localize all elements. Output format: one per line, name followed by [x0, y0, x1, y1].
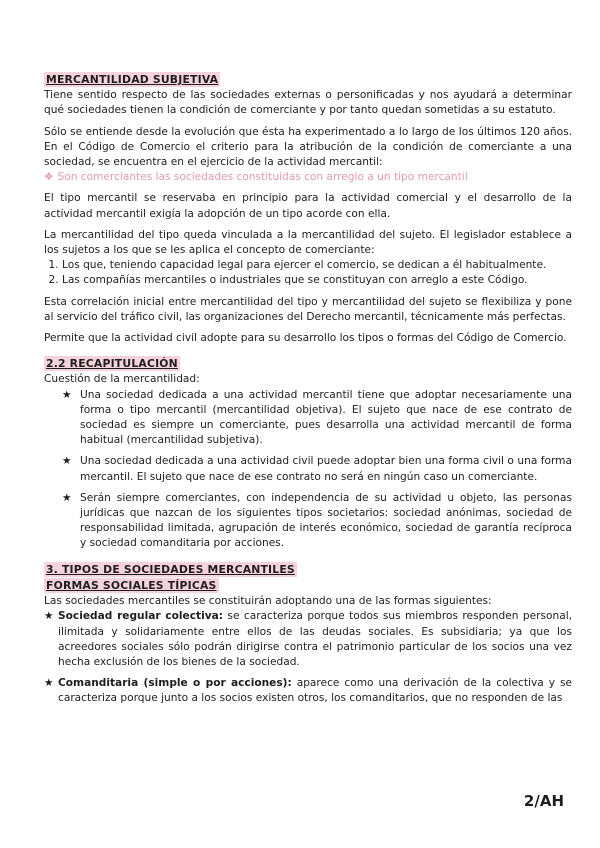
section-heading: MERCANTILIDAD SUBJETIVA: [46, 73, 219, 86]
term: Comanditaria (simple o por acciones):: [58, 677, 292, 690]
page-number: 2/AH: [523, 792, 564, 810]
paragraph: La mercantilidad del tipo queda vinculada a la mercantilidad del sujeto. El legislador establece a los sujetos a los que se les aplica el concepto de comerciante:: [44, 228, 572, 257]
highlighted-quote: [44, 170, 572, 185]
list-item: 2. Las compañías mercantiles o industriales que se constituyan con arreglo a este Código.: [62, 273, 572, 288]
paragraph: Permite que la actividad civil adopte para su desarrollo los tipos o formas del Código de Comercio.: [44, 332, 567, 345]
list-item: ★ Comanditaria (simple o por acciones): aparece como una derivación de la colectiva y se caracteriza porque junto a los socios existen otros, los comanditarios, que no responden de las: [44, 677, 572, 705]
star-icon: ★: [62, 455, 72, 468]
star-icon: ★: [62, 491, 72, 504]
paragraph: Esta correlación inicial entre mercantilidad del tipo y mercantilidad del sujeto se flexibiliza y pone al servicio del tráfico civil, las organizaciones del Derecho mercantil, técnicamente más perfectas.: [44, 295, 572, 323]
star-icon: ★: [44, 677, 54, 690]
list-item: ★ Una sociedad dedicada a una actividad mercantil tiene que adoptar necesariamente una forma o tipo mercantil (mercantilidad objetiva). El sujeto que nace de ese contrato de sociedad es siempre un comerciante, pues desarrolla una actividad mercantil de forma habitual (mercantilidad subjetiva).: [62, 388, 572, 447]
list-item: ★ Sociedad regular colectiva: se caracteriza porque todos sus miembros responden personal, ilimitada y solidariamente entre ellos de las deudas sociales. Es subsidiaria; ya que los acreedores sociales sólo podrán dirigirse contra el patrimonio particular de los socios una vez hecha exclusión de los bienes de la sociedad.: [44, 610, 573, 668]
numbered-list: [44, 258, 572, 288]
document-page: [44, 72, 572, 713]
section-mercantilidad-subjetiva: [44, 72, 572, 346]
section-intro: Cuestión de la mercantilidad:: [44, 373, 200, 386]
list-item: ★ Una sociedad dedicada a una actividad civil puede adoptar bien una forma civil o una forma mercantil. El sujeto que nace de ese contrato no será en ningún caso un comerciante.: [62, 455, 572, 483]
paragraph: El tipo mercantil se reservaba en principio para la actividad comercial y el desarrollo de la actividad mercantil exigía la adopción de un tipo acorde con ella.: [44, 192, 572, 220]
section-recapitulacion: [44, 356, 572, 551]
paragraph: Sólo se entiende desde la evolución que ésta ha experimentado a lo largo de los últimos 120 años. En el Código de Comercio el criterio para la atribución de la condición de comerciante a una sociedad, se encuentra en el ejercicio de la actividad mercantil:: [44, 125, 572, 169]
star-icon: ★: [62, 388, 72, 401]
subsection-heading: FORMAS SOCIALES TÍPICAS: [46, 578, 217, 592]
star-bullet-list: [44, 388, 572, 552]
highlighted-quote-text: Son comerciantes las sociedades constituidas con arreglo a un tipo mercantil: [57, 171, 468, 184]
section-heading: 3. TIPOS DE SOCIEDADES MERCANTILES: [46, 562, 295, 576]
diamond-bullet-icon: ❖: [44, 171, 54, 184]
section-heading: 2.2 RECAPITULACIÓN: [46, 357, 178, 371]
section-tipos-sociedades: [44, 562, 572, 707]
star-bullet-list: [44, 609, 572, 706]
list-item: 1. Los que, teniendo capacidad legal para ejercer el comercio, se dedican a él habitualmente.: [62, 258, 572, 273]
paragraph: Tiene sentido respecto de las sociedades externas o personificadas y nos ayudará a determinar qué sociedades tienen la condición de comerciante y por tanto quedan sometidas a su estatuto.: [44, 89, 572, 117]
section-intro: Las sociedades mercantiles se constituirán adoptando una de las formas siguientes:: [44, 595, 492, 608]
list-item: ★ Serán siempre comerciantes, con independencia de su actividad u objeto, las personas jurídicas que nazcan de los siguientes tipos societarios: sociedad anónimas, sociedad de responsabilidad limitada, agrupación de interés económico, sociedad de garantía recíproca y sociedad comanditaria por acciones.: [62, 491, 572, 550]
term: Sociedad regular colectiva:: [58, 610, 223, 623]
star-icon: ★: [44, 610, 54, 623]
